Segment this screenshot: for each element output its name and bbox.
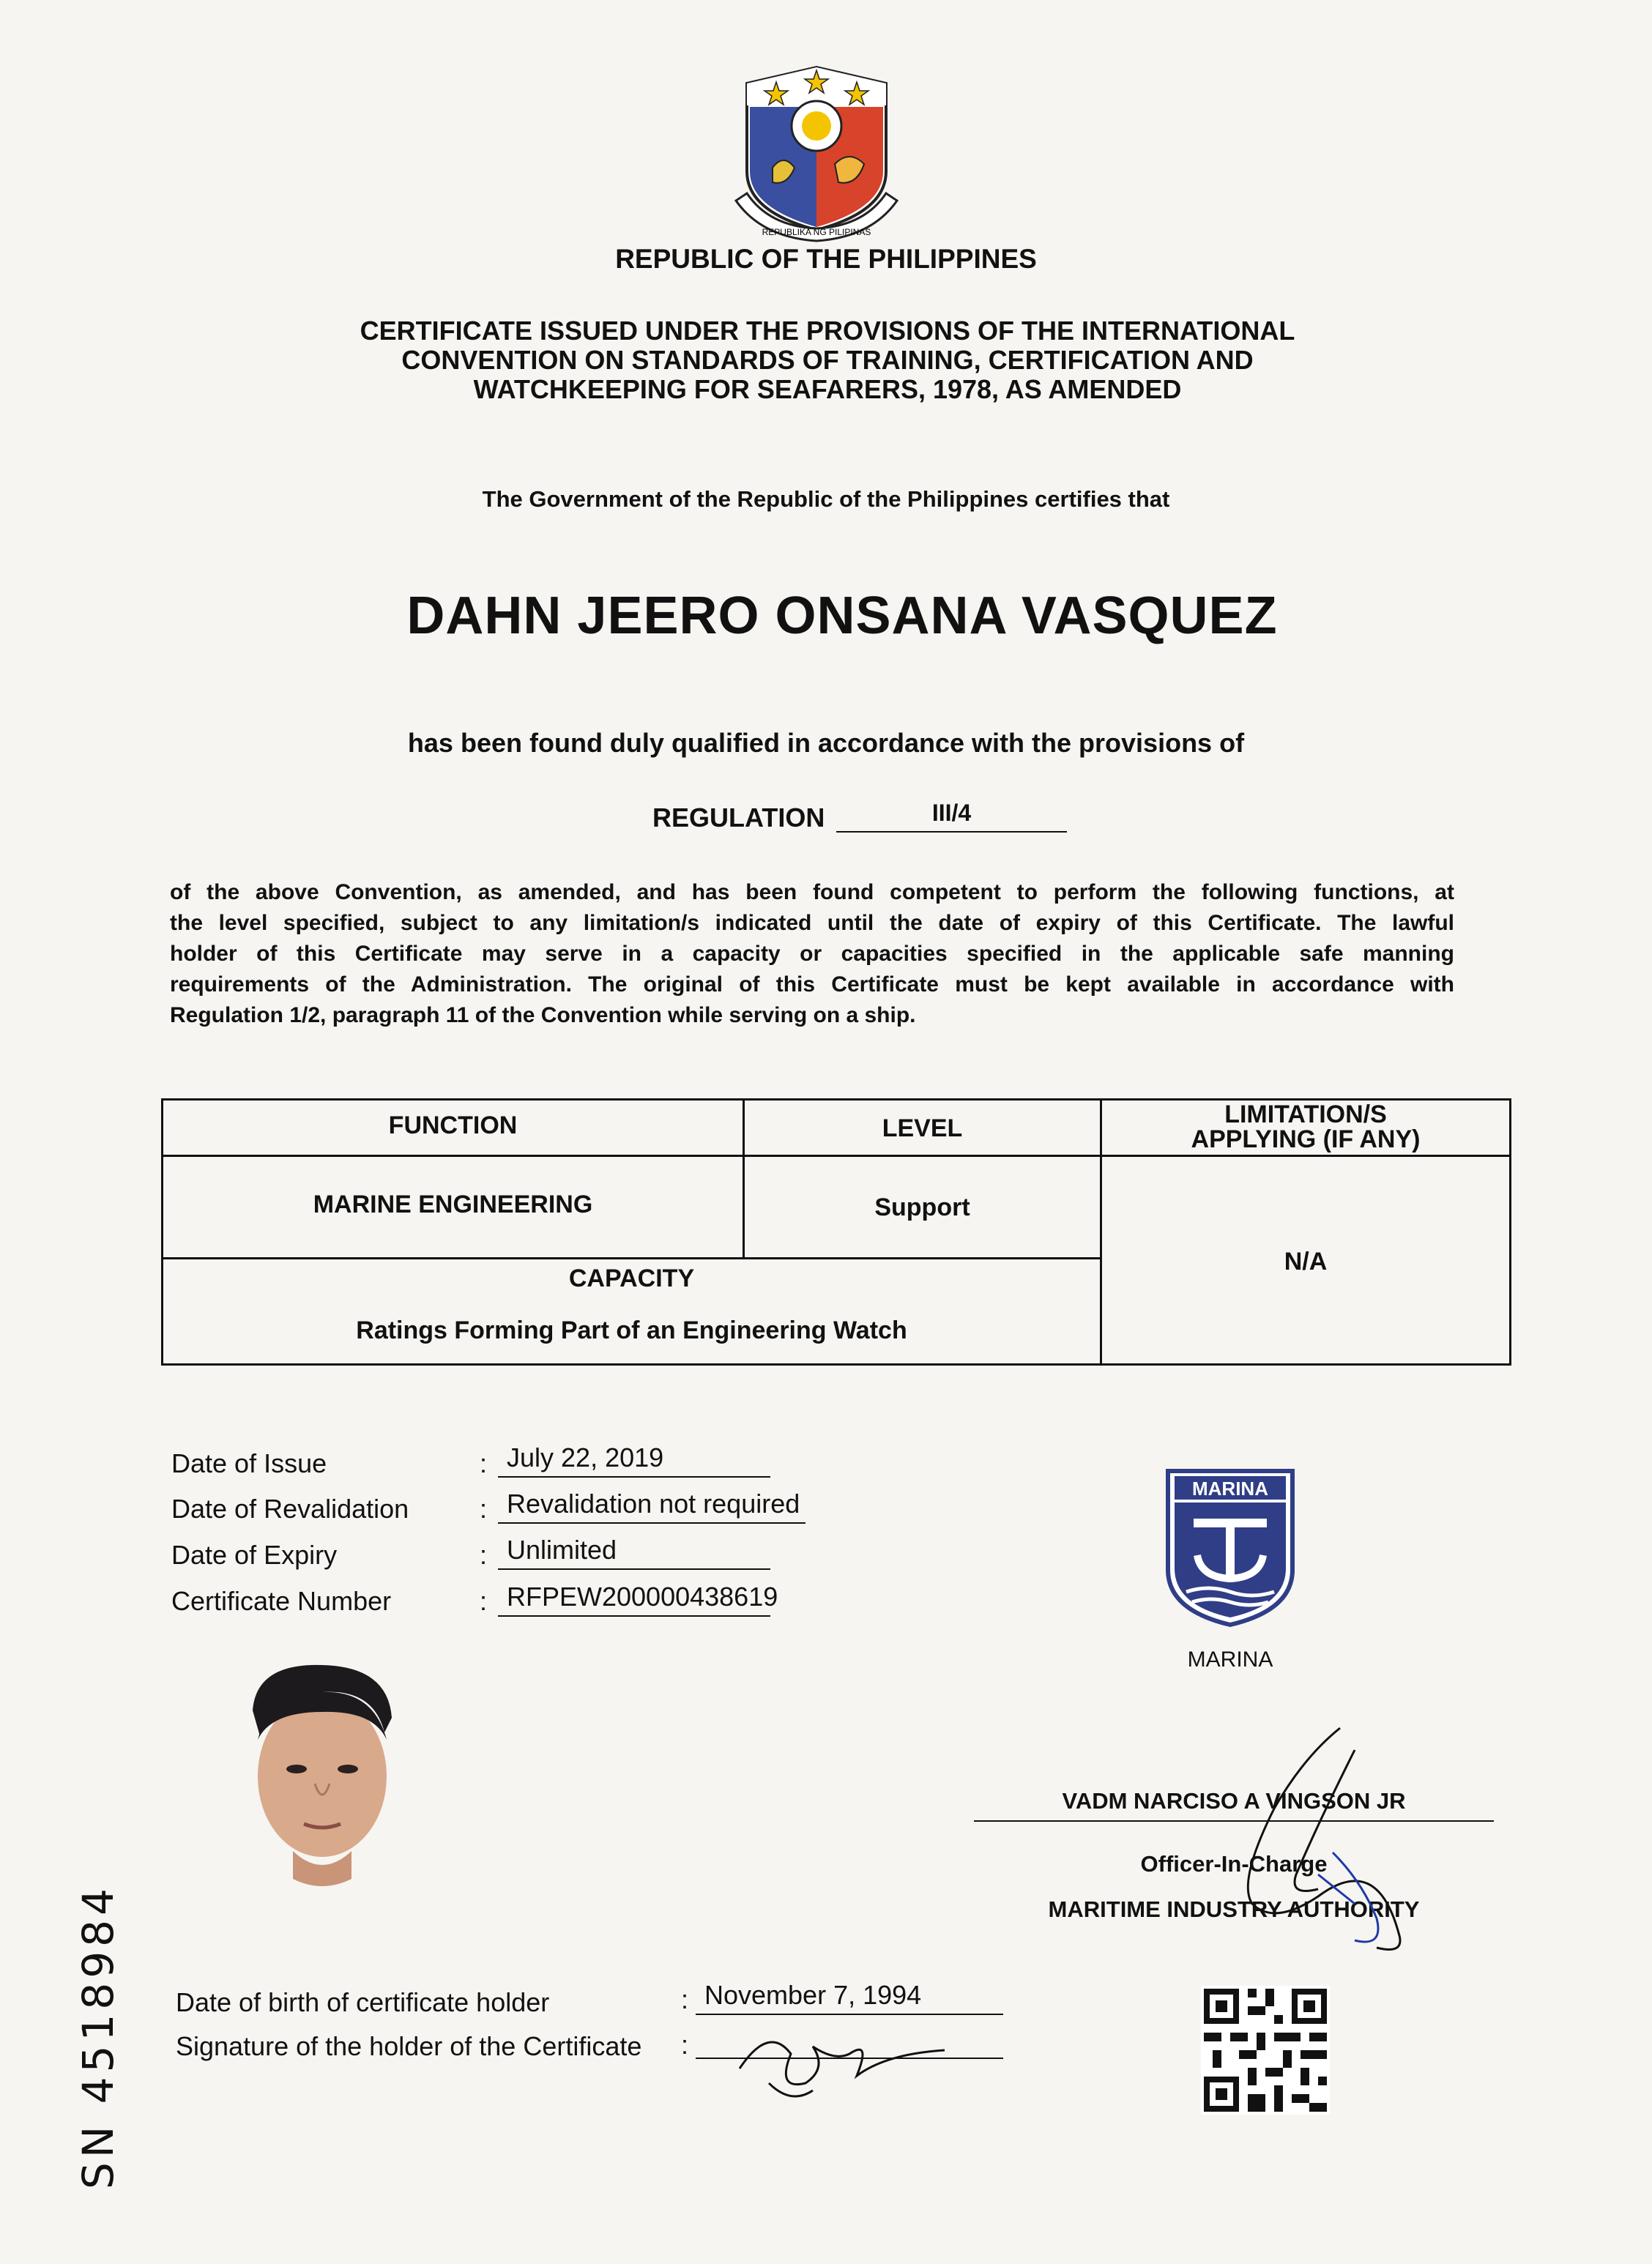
colon: :: [681, 2030, 689, 2060]
table-border: [1509, 1098, 1511, 1366]
government-certifies-text: The Government of the Republic of the Philippines certifies that: [482, 486, 1170, 512]
date-of-expiry-label: Date of Expiry: [171, 1540, 338, 1570]
date-of-issue-value: July 22, 2019: [498, 1442, 770, 1478]
qualified-statement: has been found duly qualified in accordance with the provisions of: [407, 728, 1245, 758]
holder-name: DAHN JEERO ONSANA VASQUEZ: [406, 587, 1278, 645]
date-of-issue-label: Date of Issue: [171, 1448, 327, 1478]
official-title: Officer-In-Charge: [1140, 1851, 1328, 1877]
regulation-value: III/4: [836, 800, 1067, 833]
header-function: FUNCTION: [388, 1111, 518, 1139]
officer-signature: [1208, 1713, 1428, 1962]
table-border: [161, 1257, 1101, 1259]
regulation-label: REGULATION: [652, 803, 825, 833]
header-level: LEVEL: [882, 1114, 963, 1142]
certificate-number-label: Certificate Number: [171, 1586, 392, 1616]
heading-line: WATCHKEEPING FOR SEAFARERS, 1978, AS AMENDED: [473, 374, 1182, 404]
colon: :: [480, 1540, 488, 1570]
table-border: [161, 1363, 1511, 1366]
dob-value: November 7, 1994: [696, 1980, 1003, 2015]
holder-signature: [725, 2010, 967, 2105]
heading-line: CONVENTION ON STANDARDS OF TRAINING, CERTIFICATION AND: [401, 345, 1254, 375]
header-limitation: [1102, 1102, 1509, 1152]
level-value: Support: [874, 1194, 970, 1221]
body-line: Regulation 1/2, paragraph 11 of the Convention while serving on a ship.: [170, 1003, 916, 1027]
body-line: the level specified, subject to any limitation/s indicated until the date of expiry of this Certificate. The lawful: [170, 911, 1454, 935]
header-limitation-line: LIMITATION/S: [1224, 1101, 1387, 1128]
dob-label: Date of birth of certificate holder: [176, 1987, 550, 2017]
certificate-number-value: RFPEW200000438619: [498, 1582, 770, 1617]
colon: :: [681, 1984, 689, 2014]
capacity-label: CAPACITY: [568, 1265, 695, 1292]
date-of-revalidation-value: Revalidation not required: [498, 1489, 805, 1524]
colon: :: [480, 1586, 488, 1616]
certificate-heading: [278, 316, 1377, 404]
official-name: VADM NARCISO A VINGSON JR: [974, 1788, 1494, 1822]
holder-signature-label: Signature of the holder of the Certificate: [176, 2031, 642, 2061]
issuing-authority: MARITIME INDUSTRY AUTHORITY: [1048, 1896, 1420, 1922]
marina-badge-text: MARINA: [1192, 1478, 1268, 1500]
date-of-revalidation-label: Date of Revalidation: [171, 1494, 409, 1524]
body-line: of the above Convention, as amended, and has been found competent to perform the following functions, at: [170, 880, 1454, 904]
marina-logo: [1164, 1467, 1296, 1628]
table-border: [161, 1155, 1511, 1157]
qr-code: [1201, 1986, 1330, 2115]
colon: :: [480, 1494, 488, 1524]
function-value: MARINE ENGINEERING: [313, 1191, 593, 1218]
body-line: requirements of the Administration. The original of this Certificate must be kept available in accordance with: [170, 972, 1454, 997]
philippine-coat-of-arms-seal: [732, 62, 901, 245]
body-line: holder of this Certificate may serve in a capacity or capacities specified in the applicable safe manning: [170, 942, 1454, 966]
capacity-value: Ratings Forming Part of an Engineering Watch: [356, 1317, 907, 1344]
heading-line: CERTIFICATE ISSUED UNDER THE PROVISIONS OF THE INTERNATIONAL: [360, 316, 1295, 346]
date-of-expiry-value: Unlimited: [498, 1535, 770, 1570]
marina-caption: MARINA: [1187, 1647, 1273, 1672]
colon: :: [480, 1448, 488, 1478]
serial-number: SN 4518984: [73, 1884, 123, 2189]
seal-banner-text: REPUBLIKA NG PILIPINAS: [762, 227, 871, 237]
certificate-body-text: [170, 877, 1454, 1031]
header-limitation-line: APPLYING (IF ANY): [1191, 1125, 1421, 1153]
limitation-value: N/A: [1284, 1248, 1328, 1276]
holder-photo: [242, 1659, 403, 1901]
country-title: REPUBLIC OF THE PHILIPPINES: [615, 244, 1037, 274]
